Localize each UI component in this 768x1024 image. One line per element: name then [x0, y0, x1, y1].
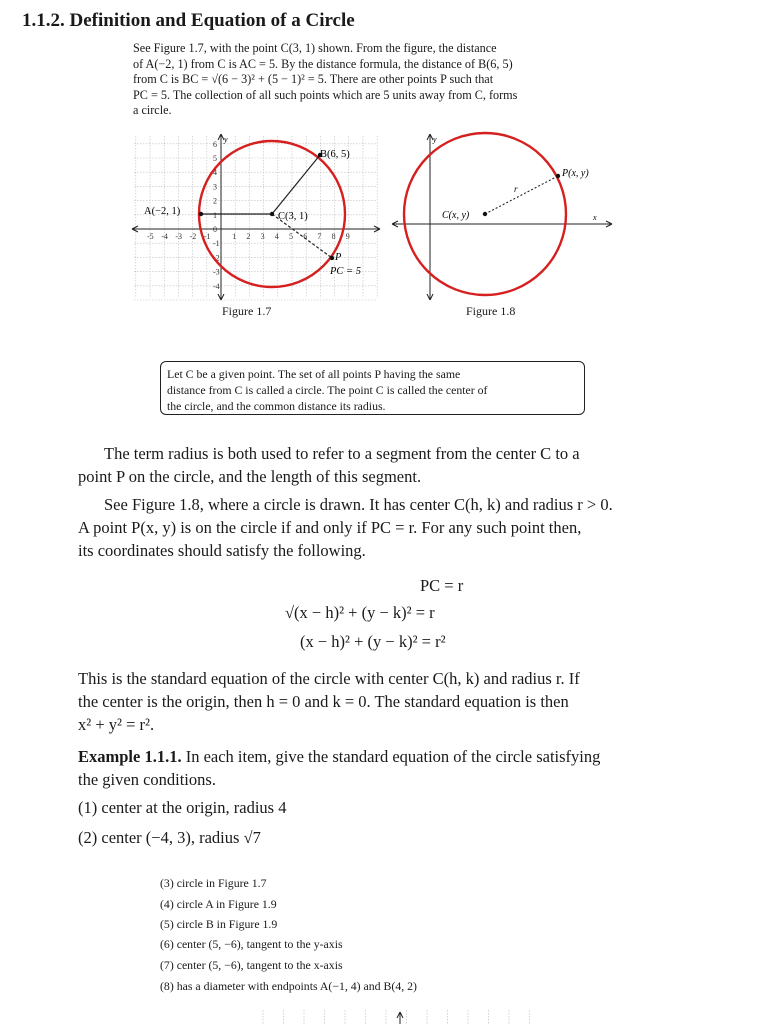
- next-figure-fragment: [255, 1008, 545, 1024]
- grid-fragment: [263, 1010, 530, 1024]
- label-p: P(x, y): [562, 168, 589, 179]
- y-tick-label: -4: [213, 281, 220, 291]
- paragraph-line: See Figure 1.8, where a circle is drawn. It has center C(h, k) and radius r > 0.: [104, 495, 613, 514]
- point-c: [483, 212, 487, 216]
- x-tick-label: 1: [232, 232, 237, 241]
- y-tick-label: 3: [213, 182, 217, 192]
- x-tick-label: -5: [147, 232, 154, 241]
- paragraph-line: point P on the circle, and the length of this segment.: [78, 467, 422, 486]
- intro-line: of A(−2, 1) from C is AC = 5. By the distance formula, the distance of B(6, 5): [133, 56, 513, 71]
- y-tick-label: 0: [213, 225, 217, 234]
- definition-line: Let C be a given point. The set of all points P having the same: [167, 367, 461, 381]
- label-p: P: [335, 252, 342, 263]
- paragraph-line: the center is the origin, then h = 0 and k = 0. The standard equation is then: [78, 692, 569, 711]
- x-tick-label: 5: [289, 232, 293, 241]
- figure-1-8-caption: Figure 1.8: [466, 304, 516, 318]
- paragraph-line: A point P(x, y) is on the circle if and only if PC = r. For any such point then,: [78, 518, 582, 537]
- label-pc: PC = 5: [330, 266, 362, 277]
- y-tick-label: 5: [213, 154, 217, 163]
- label-c: C(3, 1): [278, 211, 308, 222]
- x-tick-label: 9: [345, 232, 350, 241]
- point-c: [270, 212, 274, 216]
- x-tick-label: -4: [161, 232, 168, 241]
- example-text: In each item, give the standard equation of the circle satisfying: [185, 747, 601, 766]
- example-label: Example 1.1.1.: [78, 747, 182, 766]
- definition-line: distance from C is called a circle. The point C is called the center of: [167, 383, 488, 397]
- example-item: (8) has a diameter with endpoints A(−1, 4) and B(4, 2): [160, 979, 417, 993]
- intro-line: See Figure 1.7, with the point C(3, 1) shown. From the figure, the distance: [133, 41, 497, 55]
- intro-line: PC = 5. The collection of all such points which are 5 units away from C, forms: [133, 87, 518, 102]
- equation-2: √(x − h)² + (y − k)² = r: [285, 603, 435, 622]
- x-tick-label: -2: [189, 232, 197, 241]
- y-tick-label: 2: [213, 196, 217, 206]
- paragraph-radius: [78, 442, 690, 488]
- section-title: [22, 10, 355, 32]
- example-item: (3) circle in Figure 1.7: [160, 876, 267, 890]
- label-y: y: [433, 135, 437, 144]
- x-tick-label: -1: [203, 232, 211, 241]
- section-title-text: Definition and Equation of a Circle: [69, 10, 355, 31]
- x-tick-label: -3: [175, 232, 183, 241]
- equation-1: PC = r: [420, 576, 464, 595]
- intro-paragraph: [133, 41, 613, 119]
- example-item: (6) center (5, −6), tangent to the y-axis: [160, 937, 343, 951]
- paragraph-line: x² + y² = r².: [78, 715, 155, 734]
- y-tick-label: -1: [213, 239, 220, 249]
- label-r: r: [514, 184, 518, 194]
- paragraph-figure-1-8: [78, 493, 690, 562]
- section-number: 1.1.2.: [22, 10, 65, 31]
- figure-1-7-caption: Figure 1.7: [222, 304, 272, 318]
- label-b: B(6, 5): [320, 149, 350, 160]
- y-tick-label: -3: [213, 267, 220, 277]
- x-tick-label: 3: [260, 232, 265, 241]
- figure-1-7: [130, 130, 385, 305]
- y-tick-label: -2: [213, 253, 220, 263]
- example-item: (1) center at the origin, radius 4: [78, 798, 287, 817]
- example-block: [78, 745, 690, 791]
- example-item: (4) circle A in Figure 1.9: [160, 897, 277, 911]
- paragraph-line: its coordinates should satisfy the following.: [78, 541, 366, 560]
- label-c: C(x, y): [442, 210, 470, 221]
- point-p: [556, 174, 560, 178]
- intro-line: a circle.: [133, 103, 172, 117]
- y-tick-label: 4: [213, 168, 217, 178]
- segment-cb: [272, 155, 320, 214]
- label-x: x: [593, 213, 597, 222]
- label-y: y: [224, 135, 228, 144]
- y-tick-label: 1: [213, 210, 217, 220]
- x-tick-label: 2: [246, 232, 251, 241]
- x-tick-label: 6: [303, 232, 308, 241]
- example-item: (5) circle B in Figure 1.9: [160, 917, 278, 931]
- y-tick-label: 6: [213, 139, 217, 149]
- example-line: [78, 745, 690, 768]
- x-tick-label: 4: [274, 232, 279, 241]
- point-p: [330, 256, 334, 260]
- x-tick-label: 7: [317, 232, 322, 241]
- paragraph-line: This is the standard equation of the circle with center C(h, k) and radius r. If: [78, 669, 580, 688]
- example-item: (2) center (−4, 3), radius √7: [78, 828, 261, 847]
- label-a: A(−2, 1): [144, 206, 181, 217]
- definition-box: [160, 361, 585, 415]
- paragraph-line: The term radius is both used to refer to a segment from the center C to a: [104, 444, 580, 463]
- example-line: the given conditions.: [78, 770, 216, 789]
- example-item: (7) center (5, −6), tangent to the x-axis: [160, 958, 343, 972]
- definition-line: the circle, and the common distance its radius.: [167, 399, 386, 413]
- y-axis-arrow: [397, 1012, 403, 1024]
- radius-segment: [485, 176, 558, 214]
- point-a: [199, 212, 203, 216]
- equation-3: (x − h)² + (y − k)² = r²: [300, 632, 446, 651]
- intro-line: from C is BC = √(6 − 3)² + (5 − 1)² = 5. There are other points P such that: [133, 72, 494, 86]
- figure-1-8: [390, 130, 615, 305]
- paragraph-standard-equation: [78, 667, 690, 736]
- x-tick-label: 8: [331, 232, 336, 241]
